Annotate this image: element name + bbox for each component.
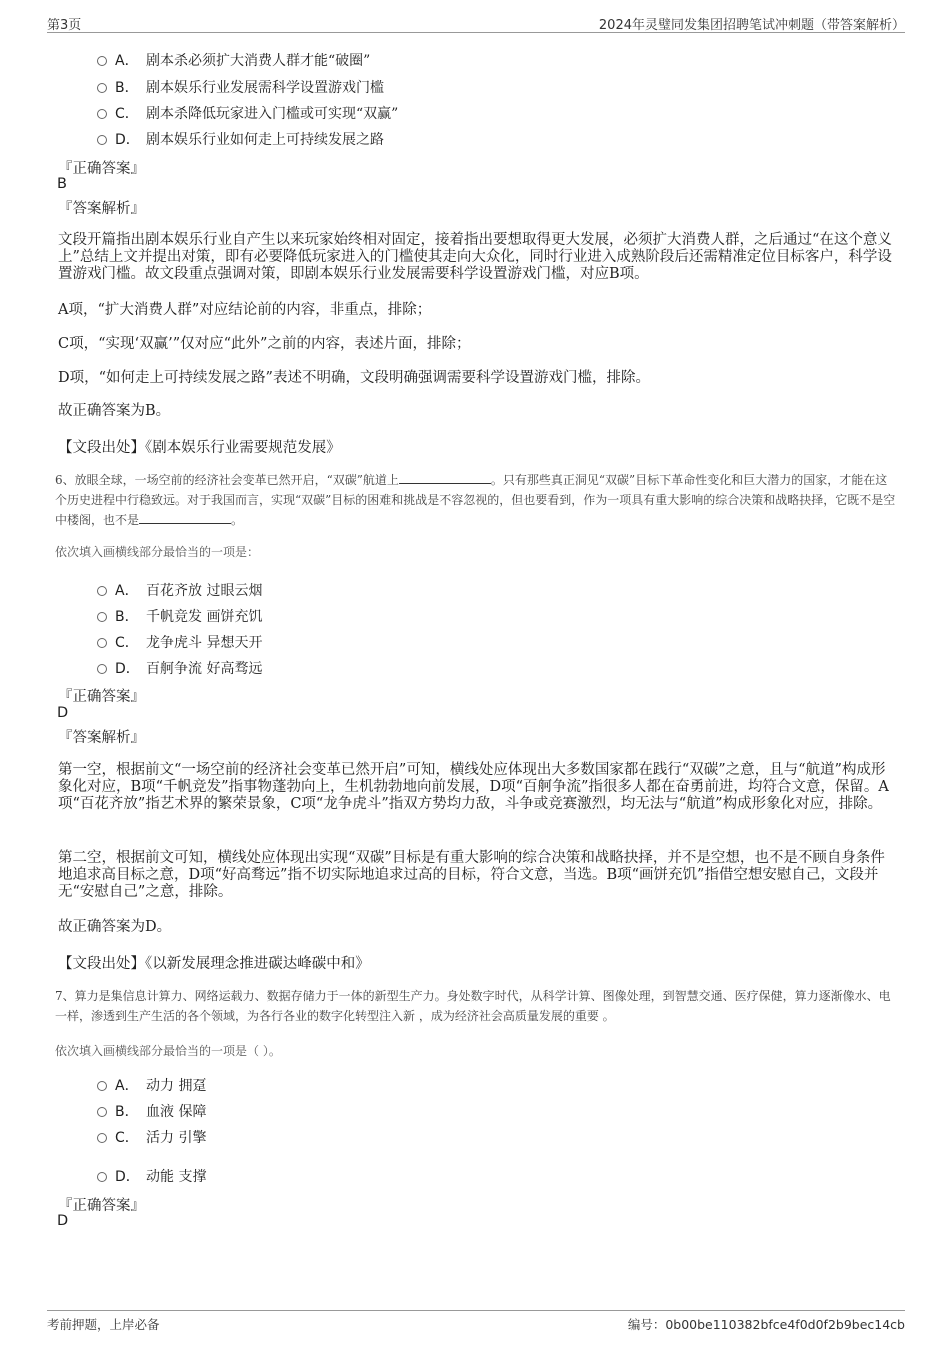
q6-analysis-second-blank: 第二空，根据前文可知，横线处应体现出实现“双碳”目标是有重大影响的综合决策和战略抉择，并不是空想，也不是不顾自身条件地追求高目标之意，D项“好高骛远”指不切实际地追求过高的目标，符合文意，当选。B项“画饼充饥”指借空想安慰自己，文段并无“安慰自己”之意，排除。 — [58, 850, 885, 900]
q7-stem: 7、算力是集信息计算力、网络运载力、数据存储力于一体的新型生产力。身处数字时代，从科学计算、图像处理，到智慧交通、医疗保健，算力逐渐像水、电一样，渗透到生产生活的各个领域，为各行各业的数字化转型注入新 ，成为经济社会高质量发展的重要 。 — [55, 989, 891, 1023]
page-header — [47, 10, 905, 33]
radio-icon[interactable] — [97, 586, 107, 596]
q5-analysis-label: 『答案解析』 — [58, 201, 145, 217]
q6-conclusion: 故正确答案为D。 — [58, 919, 172, 935]
q6-prompt: 依次填入画横线部分最恰当的一项是： — [55, 545, 260, 559]
document-id: 编号：0b00be110382bfce4f0d0f2b9bec14cb — [627, 1317, 905, 1332]
q6-analysis-first-blank: 第一空，根据前文“一场空前的经济社会变革已然开启”可知，横线处应体现出大多数国家都在践行“双碳”之意，且与“航道”构成形象化对应，B项“千帆竞发”指事物蓬勃向上，生机勃勃地向前发展，D项“百舸争流”指很多人都在奋勇前进，均符合文意，保留。A项“百花齐放”指艺术界的繁荣景象，C项“龙争虎斗”指双方势均力敌，斗争或竞赛激烈，均无法与“航道”构成形象化对应，排除。 — [58, 762, 889, 812]
radio-icon[interactable] — [97, 638, 107, 648]
q5-analysis-option-c: C项，“实现‘双赢’”仅对应“此外”之前的内容，表述片面，排除； — [58, 336, 471, 352]
radio-icon[interactable] — [97, 83, 107, 93]
q6-answer: D — [57, 705, 69, 721]
q5-analysis-option-a: A项，“扩大消费人群”对应结论前的内容，非重点，排除； — [58, 302, 432, 318]
radio-icon[interactable] — [97, 1081, 107, 1091]
q7-answer-label: 『正确答案』 — [58, 1198, 145, 1214]
radio-icon[interactable] — [97, 664, 107, 674]
radio-icon[interactable] — [97, 135, 107, 145]
radio-icon[interactable] — [97, 612, 107, 622]
q5-answer: B — [57, 176, 67, 192]
q6-stem: 6、放眼全球，一场空前的经济社会变革已然开启，“双碳”航道上 。只有那些真正洞见“双碳”目标下革命性变化和巨大潜力的国家，才能在这个历史进程中行稳致远。对于我国而言，实现“双碳”目标的困难和挑战是不容忽视的，但也要看到，作为一项具有重大影响的综合决策和战略抉择，它既不是空中楼阁，也不是 。 — [55, 473, 896, 527]
blank-line — [399, 471, 491, 484]
q5-answer-label: 『正确答案』 — [58, 161, 145, 177]
page-number: 第3页 — [47, 18, 82, 33]
page-footer — [47, 1310, 905, 1332]
radio-icon[interactable] — [97, 1133, 107, 1143]
footer-slogan: 考前押题，上岸必备 — [47, 1317, 160, 1332]
radio-icon[interactable] — [97, 1172, 107, 1182]
q7-answer: D — [57, 1213, 69, 1229]
q7-prompt: 依次填入画横线部分最恰当的一项是（ ）。 — [55, 1044, 281, 1058]
q5-conclusion: 故正确答案为B。 — [58, 403, 171, 419]
radio-icon[interactable] — [97, 56, 107, 66]
q6-analysis-label: 『答案解析』 — [58, 730, 145, 746]
radio-icon[interactable] — [97, 1107, 107, 1117]
blank-line — [139, 511, 231, 524]
q5-analysis-option-d: D项，“如何走上可持续发展之路”表述不明确，文段明确强调需要科学设置游戏门槛，排除。 — [58, 370, 650, 386]
document-title: 2024年灵璧同发集团招聘笔试冲刺题（带答案解析） — [598, 18, 905, 33]
q6-answer-label: 『正确答案』 — [58, 689, 145, 705]
q5-source: 【文段出处】《剧本娱乐行业需要规范发展》 — [58, 440, 341, 456]
q5-analysis-paragraph: 文段开篇指出剧本娱乐行业自产生以来玩家始终相对固定，接着指出要想取得更大发展，必须扩大消费人群，之后通过“在这个意义上”总结上文并提出对策，即有必要降低玩家进入的门槛使其走向大众化，同时行业进入成熟阶段后还需精准定位目标客户，科学设置游戏门槛。故文段重点强调对策，即剧本娱乐行业发展需要科学设置游戏门槛，对应B项。 — [58, 232, 892, 282]
radio-icon[interactable] — [97, 109, 107, 119]
q6-source: 【文段出处】《以新发展理念推进碳达峰碳中和》 — [58, 956, 370, 972]
